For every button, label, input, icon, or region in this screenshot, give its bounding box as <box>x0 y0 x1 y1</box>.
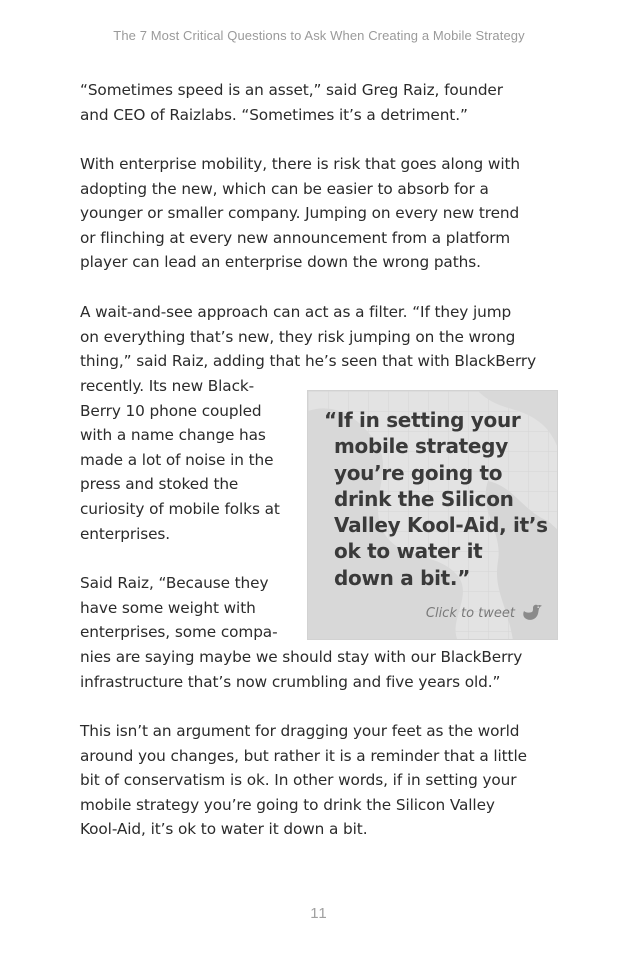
paragraph-3-wrapped <box>80 374 300 546</box>
bird-icon <box>521 603 543 623</box>
click-to-tweet-label: Click to tweet <box>425 605 515 621</box>
quote-line: mobile strategy <box>334 434 508 459</box>
quote-line: ok to water it <box>334 539 483 564</box>
text-line: infrastructure that’s now crumbling and five years old.” <box>80 672 501 691</box>
text-line: mobile strategy you’re going to drink the Silicon Valley <box>80 795 495 814</box>
text-line: enterprises. <box>80 524 171 543</box>
text-line: Kool-Aid, it’s ok to water it down a bit. <box>80 820 368 839</box>
text-line: Said Raiz, “Because they <box>80 574 269 592</box>
quote-line: drink the Silicon <box>334 486 514 511</box>
text-line: bit of conservatism is ok. In other words, if in setting your <box>80 771 517 790</box>
text-line: or flinching at every new announcement from a platform <box>80 228 511 247</box>
paragraph-4-wrapped <box>80 571 300 645</box>
paragraph-3 <box>80 300 570 374</box>
pull-quote-box[interactable] <box>307 390 558 640</box>
text-line: A wait-and-see approach can act as a filter. “If they jump <box>80 303 512 321</box>
text-line: adopting the new, which can be easier to absorb for a <box>80 179 489 198</box>
quote-line: Valley Kool-Aid, it’s <box>334 513 548 538</box>
paragraph-1 <box>80 78 570 127</box>
text-line: around you changes, but rather it is a reminder that a little <box>80 746 527 765</box>
quote-line: down a bit.” <box>334 565 471 590</box>
text-line: recently. Its new Black- <box>80 377 255 395</box>
text-line: made a lot of noise in the <box>80 450 274 469</box>
text-line: press and stoked the <box>80 475 239 494</box>
text-line: player can lead an enterprise down the wrong paths. <box>80 253 481 272</box>
text-line: “Sometimes speed is an asset,” said Greg Raiz, founder <box>80 81 503 99</box>
text-line: Berry 10 phone coupled <box>80 401 262 420</box>
quote-line: “If in setting your <box>324 408 521 432</box>
running-header: The 7 Most Critical Questions to Ask When Creating a Mobile Strategy <box>113 28 525 43</box>
text-line: curiosity of mobile folks at <box>80 499 280 518</box>
quote-line: you’re going to <box>334 460 503 485</box>
text-line: with a name change has <box>80 426 266 445</box>
paragraph-5 <box>80 719 570 842</box>
text-line: have some weight with <box>80 598 256 617</box>
text-line: This isn’t an argument for dragging your feet as the world <box>80 722 520 740</box>
text-line: thing,” said Raiz, adding that he’s seen that with BlackBerry <box>80 352 537 371</box>
click-to-tweet-link[interactable] <box>426 603 543 623</box>
page-number: 11 <box>310 905 328 922</box>
text-line: younger or smaller company. Jumping on every new trend <box>80 204 520 223</box>
text-line: on everything that’s new, they risk jumping on the wrong <box>80 327 516 346</box>
paragraph-2 <box>80 152 570 275</box>
text-line: With enterprise mobility, there is risk that goes along with <box>80 155 520 173</box>
text-line: nies are saying maybe we should stay with our BlackBerry <box>80 648 523 666</box>
paragraph-4 <box>80 645 570 694</box>
text-line: enterprises, some compa- <box>80 623 278 642</box>
pull-quote-text <box>324 407 554 591</box>
text-line: and CEO of Raizlabs. “Sometimes it’s a detriment.” <box>80 105 468 124</box>
